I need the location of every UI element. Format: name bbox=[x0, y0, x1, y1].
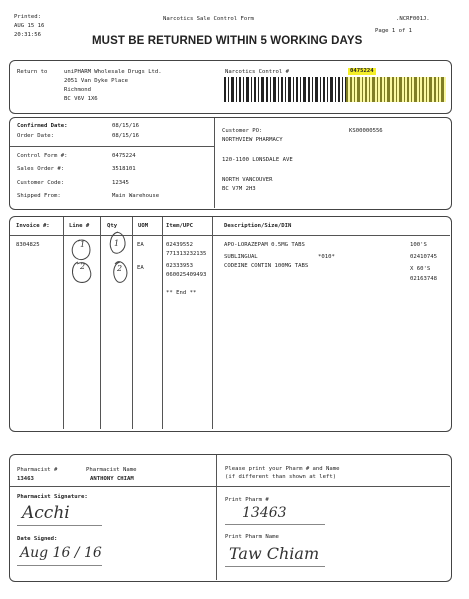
barcode-image bbox=[224, 77, 446, 102]
control-form-label: Control Form #: bbox=[17, 153, 68, 159]
print-pharm-name-line bbox=[225, 566, 325, 567]
pharmacist-divider bbox=[216, 455, 217, 580]
size-2: X 60'S bbox=[410, 266, 431, 272]
col-divider-3 bbox=[132, 217, 133, 429]
signature-label: Pharmacist Signature: bbox=[17, 494, 88, 500]
printed-date: AUG 15 16 bbox=[14, 23, 45, 29]
print-pharm-no-value: 13463 bbox=[242, 505, 287, 521]
col-header-line: Line # bbox=[69, 223, 90, 229]
end-marker: ** End ** bbox=[166, 290, 197, 296]
order-info-rule bbox=[10, 146, 214, 147]
uom-2: EA bbox=[137, 265, 144, 271]
print-instruction-1: Please print your Pharm # and Name bbox=[225, 466, 340, 472]
shipped-from-value: Main Warehouse bbox=[112, 193, 160, 199]
pharmacist-number: 13463 bbox=[17, 476, 34, 482]
print-pharm-no-line bbox=[225, 524, 325, 525]
signature-line bbox=[17, 525, 102, 526]
print-instruction-2: (if different than shown at left) bbox=[225, 474, 337, 480]
pharmacist-name-label: Pharmacist Name bbox=[86, 467, 137, 473]
form-name: Narcotics Sale Control Form bbox=[163, 16, 254, 22]
date-signed-line bbox=[17, 565, 102, 566]
upc-line-4: 060025409493 bbox=[166, 272, 207, 278]
upc-line-3: 02333953 bbox=[166, 263, 193, 269]
return-to-line-4: BC V6V 1X6 bbox=[64, 96, 98, 102]
invoice-number: 8304825 bbox=[16, 242, 40, 248]
desc-2: CODEINE CONTIN 100MG TABS bbox=[224, 263, 309, 269]
col-header-qty: Qty bbox=[107, 223, 118, 229]
desc-1b: SUBLINGUAL bbox=[224, 254, 258, 260]
desc-1: APO-LORAZEPAM 0.5MG TABS bbox=[224, 242, 305, 248]
col-divider-2 bbox=[100, 217, 101, 429]
col-divider-1 bbox=[63, 217, 64, 429]
handwritten-qty-circles bbox=[104, 228, 132, 286]
shipped-from-label: Shipped From: bbox=[17, 193, 61, 199]
page-title: MUST BE RETURNED WITHIN 5 WORKING DAYS bbox=[92, 35, 363, 47]
handwritten-line-1: 1 bbox=[80, 240, 86, 249]
print-pharm-no-label: Print Pharm # bbox=[225, 497, 269, 503]
handwritten-line-2: 2 bbox=[80, 262, 86, 271]
col-header-invoice: Invoice #: bbox=[16, 223, 50, 229]
customer-code-value: 12345 bbox=[112, 180, 129, 186]
pharmacist-number-label: Pharmacist # bbox=[17, 467, 58, 473]
pharmacist-name: ANTHONY CHIAM bbox=[90, 476, 134, 482]
col-header-item: Item/UPC bbox=[166, 223, 193, 229]
printed-time: 20:31:56 bbox=[14, 32, 41, 38]
narcotics-control-label: Narcotics Control # bbox=[225, 69, 289, 75]
handwritten-qty-2: 2 bbox=[117, 264, 123, 273]
uom-1: EA bbox=[137, 242, 144, 248]
sales-order-value: 3518101 bbox=[112, 166, 136, 172]
pharmacist-signature: Acchi bbox=[22, 503, 70, 523]
order-date-label: Order Date: bbox=[17, 133, 55, 139]
date-signed-label: Date Signed: bbox=[17, 536, 58, 542]
narcotics-control-value: 0475224 bbox=[350, 68, 374, 74]
customer-address-3: BC V7M 2H3 bbox=[222, 186, 256, 192]
confirmed-date-label: Confirmed Date: bbox=[17, 123, 68, 129]
return-to-line-3: Richmond bbox=[64, 87, 91, 93]
col-header-uom: UOM bbox=[138, 223, 149, 229]
col-divider-4 bbox=[162, 217, 163, 429]
customer-address-1: 120-1100 LONSDALE AVE bbox=[222, 157, 293, 163]
customer-po-label: Customer PO: bbox=[222, 128, 263, 134]
sales-order-label: Sales Order #: bbox=[17, 166, 65, 172]
pharmacist-rule bbox=[10, 486, 216, 487]
din-2: 02163748 bbox=[410, 276, 437, 282]
size-1: 100'S bbox=[410, 242, 427, 248]
col-header-desc: Description/Size/DIN bbox=[224, 223, 292, 229]
upc-line-1: 02439552 bbox=[166, 242, 193, 248]
return-to-line-2: 2051 Van Dyke Place bbox=[64, 78, 128, 84]
upc-line-2: 771313232135 bbox=[166, 251, 207, 257]
order-info-divider bbox=[214, 118, 215, 208]
return-to-label: Return to bbox=[17, 69, 48, 75]
page-indicator: Page 1 of 1 bbox=[375, 28, 413, 34]
customer-code-label: Customer Code: bbox=[17, 180, 65, 186]
customer-po-value: KS00000556 bbox=[349, 128, 383, 134]
customer-name: NORTHVIEW PHARMACY bbox=[222, 137, 283, 143]
print-pharm-name-label: Print Pharm Name bbox=[225, 534, 279, 540]
desc-1c: *010* bbox=[318, 254, 335, 260]
customer-address-2: NORTH VANCOUVER bbox=[222, 177, 273, 183]
din-1: 02410745 bbox=[410, 254, 437, 260]
form-code: .NCRF001J. bbox=[396, 16, 430, 22]
return-to-line-1: uniPHARM Wholesale Drugs Ltd. bbox=[64, 69, 162, 75]
date-signed-value: Aug 16 / 16 bbox=[20, 545, 102, 561]
handwritten-qty-1: 1 bbox=[114, 239, 120, 248]
print-pharm-name-value: Taw Chiam bbox=[229, 544, 320, 563]
printed-label: Printed: bbox=[14, 14, 41, 20]
confirmed-date-value: 08/15/16 bbox=[112, 123, 139, 129]
control-form-value: 0475224 bbox=[112, 153, 136, 159]
print-rule bbox=[217, 486, 450, 487]
order-date-value: 08/15/16 bbox=[112, 133, 139, 139]
col-divider-5 bbox=[212, 217, 213, 429]
